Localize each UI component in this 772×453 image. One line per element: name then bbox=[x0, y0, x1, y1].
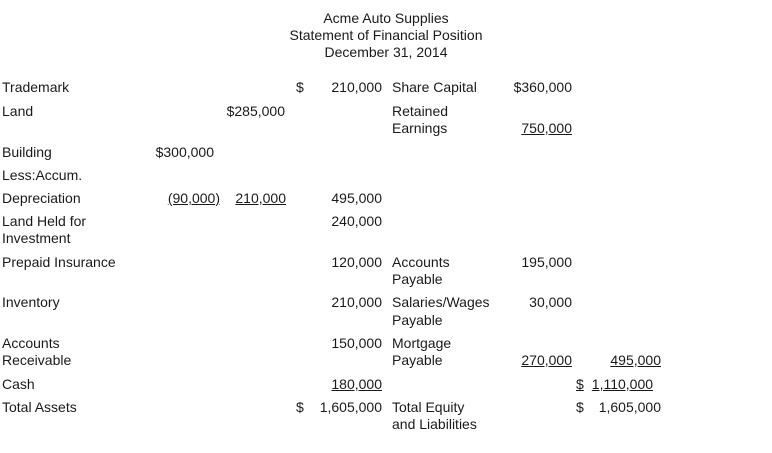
salaries-label-1: Salaries/Wages bbox=[392, 294, 490, 310]
prepaid-label: Prepaid Insurance bbox=[2, 254, 116, 270]
statement-date: December 31, 2014 bbox=[324, 44, 448, 60]
depreciation-total: 495,000 bbox=[331, 190, 382, 206]
share-capital-label: Share Capital bbox=[392, 79, 477, 95]
inventory-label: Inventory bbox=[2, 294, 60, 310]
mortgage-amount: 270,000 bbox=[521, 352, 572, 368]
trademark-label: Trademark bbox=[2, 79, 70, 95]
salaries-amount: 30,000 bbox=[529, 294, 572, 310]
total-assets-label: Total Assets bbox=[2, 399, 77, 415]
total-el-label-2: and Liabilities bbox=[392, 416, 477, 432]
receivable-label-2: Receivable bbox=[2, 352, 72, 368]
land-held-label-1: Land Held for bbox=[2, 213, 87, 229]
company-name: Acme Auto Supplies bbox=[323, 10, 449, 26]
land-held-label-2: Investment bbox=[2, 230, 71, 246]
receivable-amount: 150,000 bbox=[331, 335, 382, 351]
accounts-payable-label-1: Accounts bbox=[392, 254, 450, 270]
cash-label: Cash bbox=[2, 376, 35, 392]
land-label: Land bbox=[2, 103, 34, 119]
liabilities-total: 495,000 bbox=[610, 352, 661, 368]
total-el-dollar: $ bbox=[576, 399, 584, 415]
prepaid-amount: 120,000 bbox=[331, 254, 382, 270]
land-held-amount: 240,000 bbox=[331, 213, 382, 229]
trademark-dollar: $ bbox=[296, 79, 304, 95]
total-assets-dollar: $ bbox=[296, 399, 304, 415]
building-label: Building bbox=[2, 144, 52, 160]
statement-title: Statement of Financial Position bbox=[289, 27, 483, 43]
depreciation-deduct: (90,000) bbox=[167, 190, 220, 206]
mortgage-label-2: Payable bbox=[392, 352, 443, 368]
receivable-label-1: Accounts bbox=[2, 335, 60, 351]
depreciation-net: 210,000 bbox=[235, 190, 286, 206]
retained-label-2: Earnings bbox=[392, 120, 448, 136]
total-el-amount: 1,605,000 bbox=[598, 399, 661, 415]
accounts-payable-label-2: Payable bbox=[392, 271, 443, 287]
less-accum-label: Less:Accum. bbox=[2, 167, 83, 183]
total-el-label-1: Total Equity bbox=[392, 399, 465, 415]
building-amount: $300,000 bbox=[155, 144, 214, 160]
salaries-label-2: Payable bbox=[392, 312, 443, 328]
subtotal-amount: $ 1,110,000 bbox=[576, 376, 654, 392]
trademark-amount: 210,000 bbox=[331, 79, 382, 95]
share-capital-amount: $360,000 bbox=[513, 79, 572, 95]
total-assets-amount: 1,605,000 bbox=[319, 399, 382, 415]
cash-amount: 180,000 bbox=[331, 376, 382, 392]
accounts-payable-amount: 195,000 bbox=[521, 254, 572, 270]
retained-label-1: Retained bbox=[392, 103, 449, 119]
land-amount: $285,000 bbox=[226, 103, 285, 119]
inventory-amount: 210,000 bbox=[331, 294, 382, 310]
mortgage-label-1: Mortgage bbox=[392, 335, 452, 351]
retained-amount: 750,000 bbox=[521, 120, 572, 136]
depreciation-label: Depreciation bbox=[2, 190, 81, 206]
